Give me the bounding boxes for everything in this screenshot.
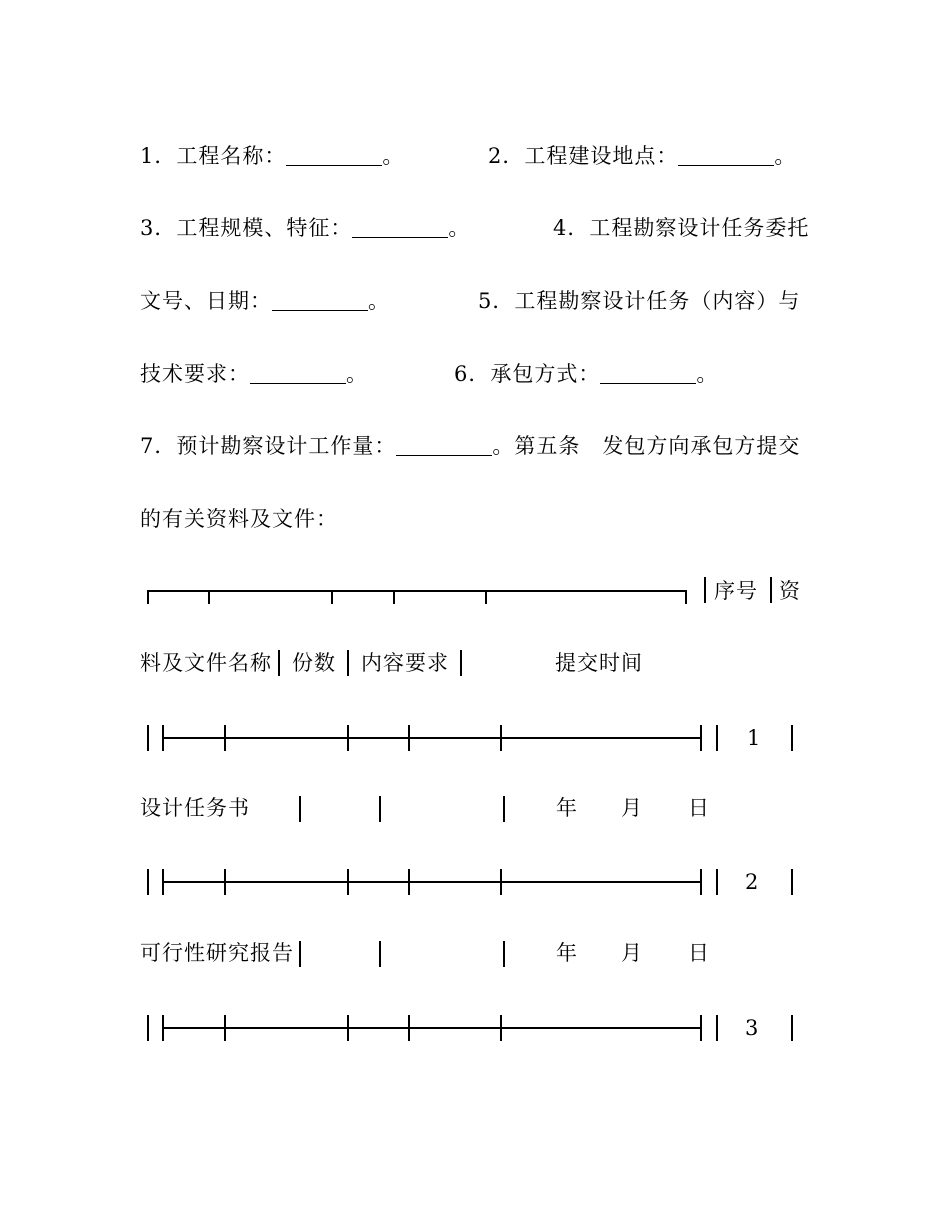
item-7 (140, 428, 800, 464)
item-4-label: 文号、日期： (140, 289, 272, 313)
item-4-end (140, 283, 390, 319)
item-3-end: 。 (448, 216, 471, 240)
header-line-2 (0, 645, 950, 681)
row-1-month: 月 (621, 796, 643, 820)
item-3-label: 3．工程规模、特征： (140, 216, 353, 240)
row-seq-line-2 (0, 864, 950, 900)
item-row-3-4 (0, 210, 950, 246)
header-time: 提交时间 (555, 651, 643, 675)
row-1-seq: 1 (747, 726, 762, 750)
item-5-endmark: 。 (346, 362, 368, 386)
cell-border (299, 796, 301, 822)
item-5-start: 5．工程勘察设计任务（内容）与 (478, 289, 801, 313)
table-row (0, 790, 950, 826)
clause-tail: 的有关资料及文件： (140, 507, 338, 531)
item-2-end: 。 (774, 144, 797, 168)
header-seq: 序号 (714, 579, 758, 603)
row-1-name: 设计任务书 (140, 796, 250, 820)
item-1-label: 1．工程名称： (140, 144, 287, 168)
item-1-blank[interactable] (286, 145, 382, 166)
clause-tail-line (0, 501, 950, 537)
item-row-7 (0, 428, 950, 464)
row-1-year: 年 (556, 796, 578, 820)
row-2-seq: 2 (745, 870, 760, 894)
header-name-a: 资 (779, 579, 801, 603)
item-7-blank[interactable] (396, 435, 492, 456)
item-7-end: 。第五条 发包方向承包方提交 (492, 434, 801, 458)
item-6-end: 。 (696, 362, 719, 386)
item-4-endmark: 。 (368, 289, 390, 313)
item-4-start: 4．工程勘察设计任务委托 (553, 216, 810, 240)
cell-border (379, 796, 381, 822)
row-2-name: 可行性研究报告 (140, 941, 294, 965)
header-line-1 (0, 573, 950, 609)
cell-border (299, 941, 301, 967)
item-4-blank[interactable] (272, 290, 368, 311)
row-2-year: 年 (556, 941, 578, 965)
header-count: 份数 (292, 651, 336, 675)
table-row (0, 935, 950, 971)
header-req: 内容要求 (361, 651, 449, 675)
item-5-label: 技术要求： (140, 362, 250, 386)
item-row-5b-6 (0, 356, 950, 392)
cell-border (278, 650, 280, 676)
cell-border (460, 650, 462, 676)
item-5-blank[interactable] (250, 363, 346, 384)
item-1 (140, 138, 404, 174)
item-3 (140, 210, 470, 246)
item-3-blank[interactable] (352, 217, 448, 238)
row-3-seq: 3 (745, 1016, 760, 1040)
item-2 (488, 138, 796, 174)
item-2-blank[interactable] (678, 145, 774, 166)
cell-border (503, 941, 505, 967)
item-row-1-2 (0, 138, 950, 174)
cell-border (379, 941, 381, 967)
item-1-end: 。 (382, 144, 405, 168)
item-6-label: 6．承包方式： (454, 362, 601, 386)
row-seq-line-1 (0, 720, 950, 756)
row-seq-line-3 (0, 1010, 950, 1046)
row-2-month: 月 (621, 941, 643, 965)
item-5-end (140, 356, 368, 392)
row-2-day: 日 (688, 941, 710, 965)
header-name-b: 料及文件名称 (140, 651, 272, 675)
item-6-blank[interactable] (600, 363, 696, 384)
item-row-4b-5 (0, 283, 950, 319)
item-7-label: 7．预计勘察设计工作量： (140, 434, 397, 458)
item-6 (454, 356, 718, 392)
cell-border (503, 796, 505, 822)
item-2-label: 2．工程建设地点： (488, 144, 679, 168)
cell-border (347, 650, 349, 676)
row-1-day: 日 (688, 796, 710, 820)
